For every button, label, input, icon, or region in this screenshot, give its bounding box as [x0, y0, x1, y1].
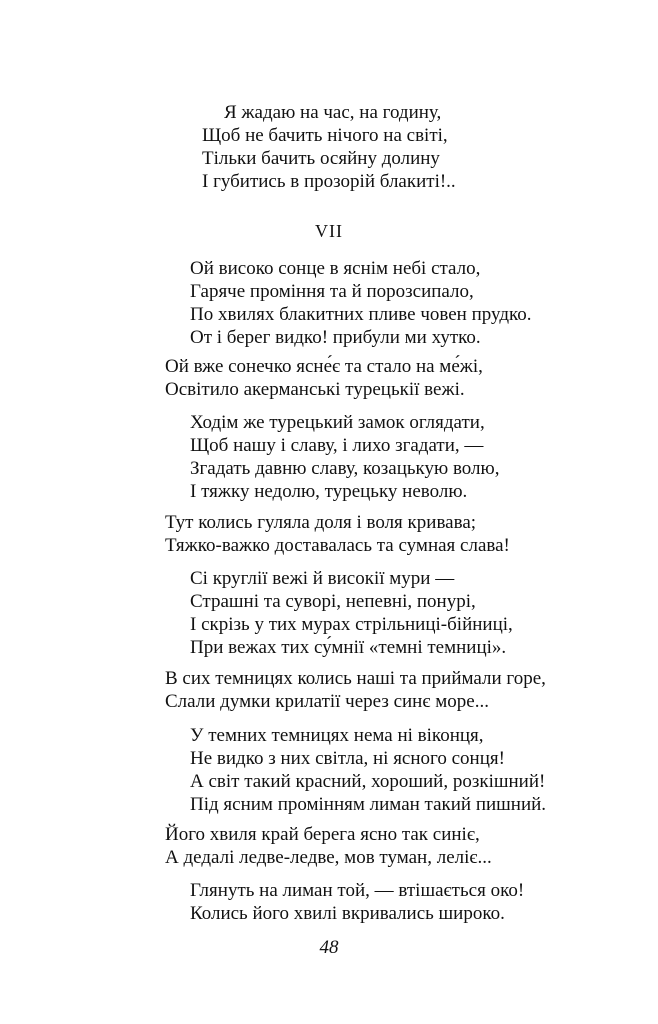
verse-line: І тяжку недолю, турецьку неволю. [190, 481, 468, 502]
stanza-5 [165, 511, 510, 557]
verse-line: Сі круглії вежі й високії мури — [190, 568, 455, 589]
stanza-2 [190, 257, 532, 349]
verse-line: Тут колись гуляла доля і воля кривава; [165, 512, 477, 533]
verse-line: Ой високо сонце в яснім небі стало, [190, 258, 481, 279]
verse-line: Щоб нашу і славу, і лихо згадати, — [190, 435, 484, 456]
stanza-6 [190, 567, 513, 659]
verse-line: Страшні та суворі, непевні, понурі, [190, 591, 476, 612]
stanza-3 [165, 355, 483, 401]
verse-line: Тільки бачить осяйну долину [202, 148, 440, 169]
verse-line: Освітило акерманські турецькії вежі. [165, 379, 465, 400]
stanza-10 [190, 879, 524, 925]
verse-line: Колись його хвилі вкривались широко. [190, 903, 505, 924]
verse-line: А світ такий красний, хороший, розкішний! [190, 771, 546, 792]
verse-line: Я жадаю на час, на годину, [224, 102, 442, 123]
verse-line: Ходім же турецький замок оглядати, [190, 412, 485, 433]
verse-line: Не видко з них світла, ні ясного сонця! [190, 748, 505, 769]
stanza-7 [165, 667, 546, 713]
verse-line: Глянуть на лиман той, — втішається око! [190, 880, 525, 901]
verse-line: Під ясним промінням лиман такий пишний. [190, 794, 547, 815]
verse-line: Його хвиля край берега ясно так синіє, [165, 824, 480, 845]
stanza-8 [190, 724, 546, 816]
verse-line: Ой вже сонечко ясне́є та стало на ме́жі, [165, 356, 483, 377]
verse-line: І скрізь у тих мурах стрільниці-бійниці, [190, 614, 513, 635]
verse-line: А дедалі ледве-ледве, мов туман, леліє... [165, 847, 492, 868]
verse-line: Тяжко-важко доставалась та сумная слава! [165, 535, 510, 556]
stanza-4 [190, 411, 499, 503]
page-number: 48 [319, 937, 339, 958]
stanza-1 [202, 101, 456, 193]
verse-line: В сих темницях колись наші та приймали горе, [165, 668, 546, 689]
verse-line: От і берег видко! прибули ми хутко. [190, 327, 481, 348]
verse-line: Слали думки крилатії через синє море... [165, 691, 489, 712]
verse-line: У темних темницях нема ні віконця, [190, 725, 484, 746]
verse-line: Згадать давню славу, козацькую волю, [190, 458, 500, 479]
section-heading: VII [315, 221, 343, 241]
verse-line: При вежах тих су́мнії «темні темниці». [190, 637, 507, 658]
verse-line: І губитись в прозорій блакиті!.. [202, 171, 456, 192]
stanza-9 [165, 823, 492, 869]
verse-line: По хвилях блакитних пливе човен прудко. [190, 304, 532, 325]
verse-line: Щоб не бачить нічого на світі, [202, 125, 448, 146]
verse-line: Гаряче проміння та й порозсипало, [190, 281, 474, 302]
